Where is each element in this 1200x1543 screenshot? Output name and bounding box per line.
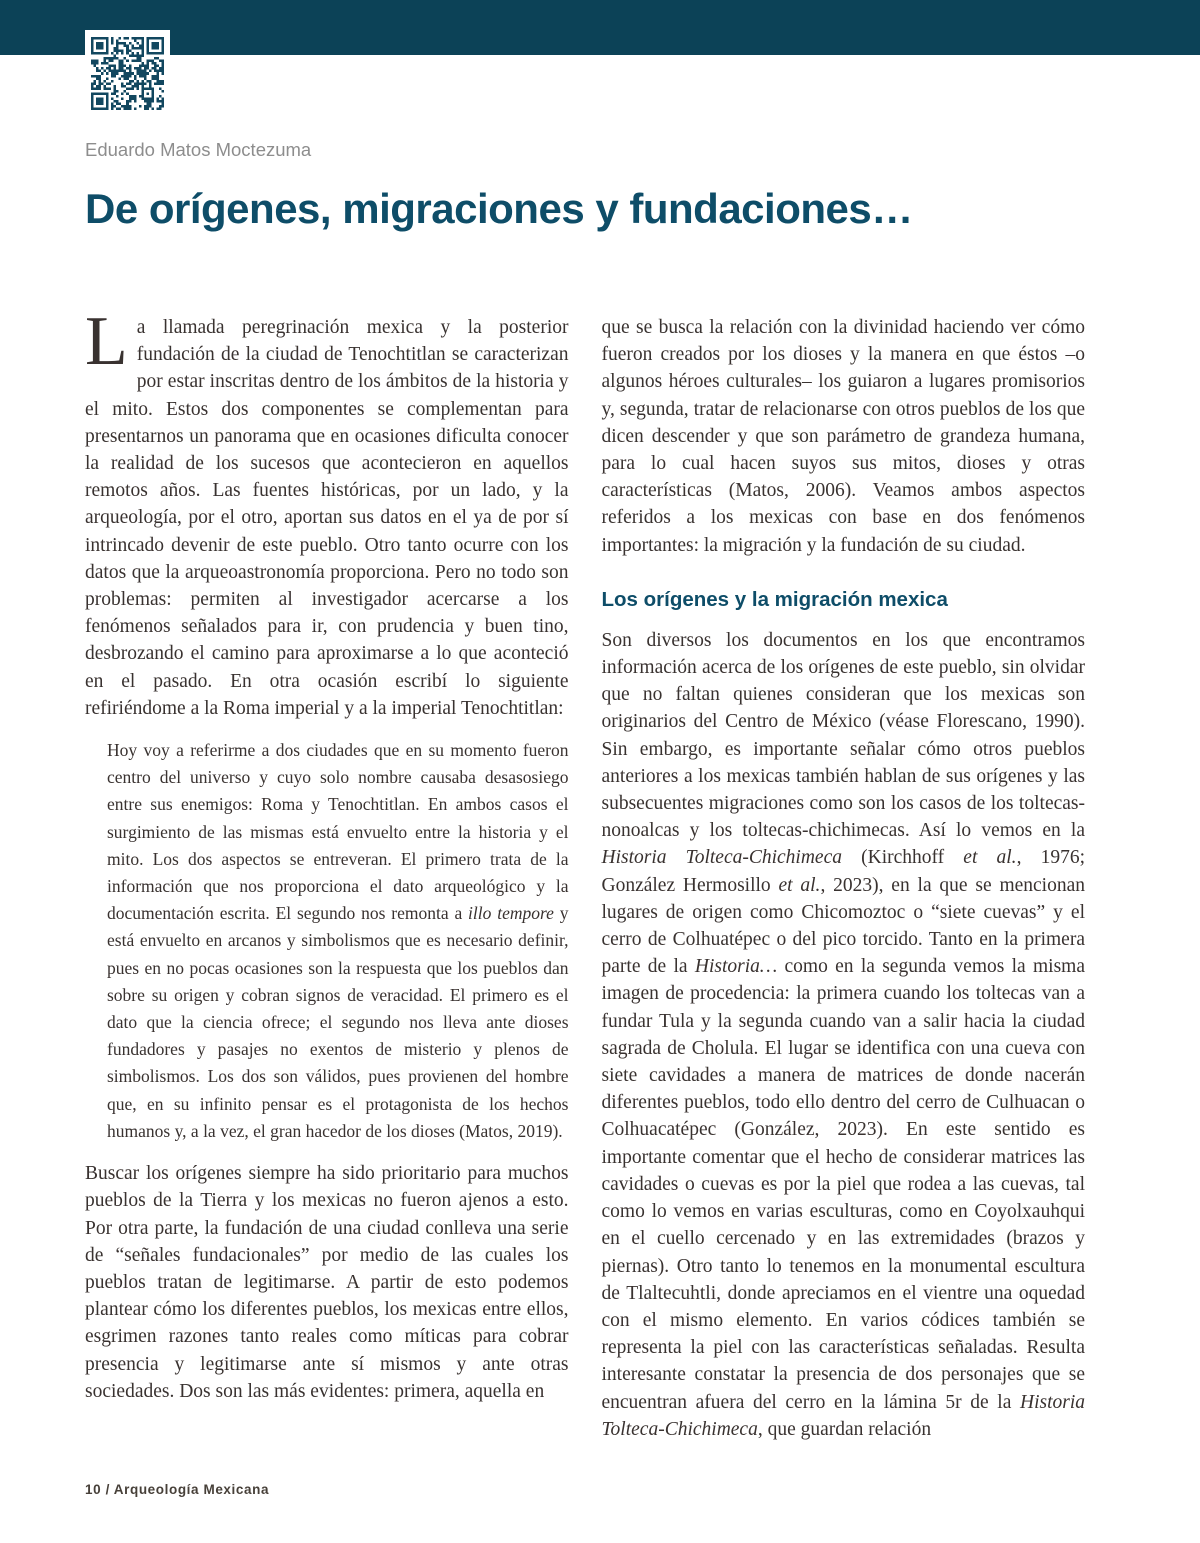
- qr-code-graphic: [91, 36, 164, 111]
- right-column: [602, 314, 1086, 1443]
- author-name: Eduardo Matos Moctezuma: [85, 139, 312, 160]
- paragraph: Buscar los orígenes siempre ha sido prioritario para muchos pueblos de la Tierra y los mexicas no fueron ajenos a esto. Por otra parte, la fundación de una ciudad conlleva una serie de “señales fundacionales” por medio de las cuales los pueblos tratan de legitimarse. A partir de esto podemos plantear cómo los diferentes pueblos, los mexicas entre ellos, esgrimen razones tanto reales como míticas para cobrar presencia y legitimarse ante sí mismos y ante otras sociedades. Dos son las más evidentes: primera, aquella en: [85, 1163, 569, 1402]
- section-subhead: Los orígenes y la migración mexica: [601, 587, 948, 611]
- blockquote: Hoy voy a referirme a dos ciudades que en su momento fueron centro del universo y cuyo solo nombre causaba desasosiego entre sus enemigos: Roma y Tenochtitlan. En ambos casos el surgimiento de las mismas está envuelto entre la historia y el mito. Los dos aspectos se entreveran. El primero trata de la información que nos proporciona el dato arqueológico y la documentación escrita. El segundo nos remonta a illo tempore y está envuelto en arcanos y simbolismos que es necesario definir, pues en no pocas ocasiones son la respuesta que los pueblos dan sobre su origen y cobran signos de veracidad. El primero es el dato que la ciencia ofrece; el segundo nos lleva ante dioses fundadores y pasajes no exentos de misterio y plenos de simbolismos. Los dos son válidos, pues provienen del hombre que, en su infinito pensar es el protagonista de los hechos humanos y, a la vez, el gran hacedor de los dioses (Matos, 2019).: [107, 740, 569, 1141]
- page-footer: 10 / Arqueología Mexicana: [85, 1482, 270, 1497]
- paragraph: Son diversos los documentos en los que encontramos información acerca de los orígenes de este pueblo, sin olvidar que no faltan quienes consideran que los mexicas son originarios del Centro de México (véase Florescano, 1990). Sin embargo, es importante señalar cómo otros pueblos anteriores a los mexicas también hablan de sus orígenes y las subsecuentes migraciones como son los casos de los toltecas-nonoalcas y los toltecas-chichimecas. Así lo vemos en la Historia Tolteca-Chichimeca (Kirchhoff et al., 1976; González Hermosillo et al., 2023), en la que se mencionan lugares de origen como Chicomoztoc o “siete cuevas” y el cerro de Colhuatépec o del pico torcido. Tanto en la primera parte de la Historia… como en la segunda vemos la misma imagen de procedencia: la primera cuando los toltecas van a fundar Tula y la segunda cuando van a salir hacia la ciudad sagrada de Cholula. El lugar se identifica con una cueva con siete cavidades a manera de matrices de donde nacerán diferentes pueblos, todo ello dentro del cerro de Culhuacan o Colhuacatépec (González, 2023). En este sentido es importante comentar que el hecho de considerar matrices las cavidades o cuevas es por la piel que rodea a las cuevas, tal como lo vemos en varias esculturas, como en Coyolxauhqui en el cuello cercenado y en las extremidades (brazos y piernas). Otro tanto lo tenemos en la monumental escultura de Tlaltecuhtli, donde apreciamos en el vientre una oquedad con el mismo elemento. En varios códices también se representa la piel con las características señaladas. Resulta interesante constatar la presencia de dos personajes que se encuentran afuera del cerro en la lámina 5r de la Historia Tolteca-Chichimeca, que guardan relación: [601, 629, 1085, 1440]
- header-band: [0, 0, 1200, 55]
- drop-cap: L: [85, 303, 128, 380]
- left-column: [85, 303, 569, 1405]
- article-title: De orígenes, migraciones y fundaciones…: [85, 185, 913, 232]
- lead-paragraph-text: a llamada peregrinación mexica y la posterior fundación de la ciudad de Tenochtitlan se caracterizan por estar inscritas dentro de los ámbitos de la historia y el mito. Estos dos componentes se complementan para presentarnos un panorama que en ocasiones dificulta conocer la realidad de los sucesos que acontecieron en aquellos remotos años. Las fuentes históricas, por un lado, y la arqueología, por el otro, aportan sus datos en el ya de por sí intrincado devenir de este pueblo. Otro tanto ocurre con los datos que la arqueoastronomía proporciona. Pero no todo son problemas: permiten al investigador acercarse a los fenómenos señalados para ir, con prudencia y buen tino, desbrozando el camino para aproximarse a lo que aconteció en el pasado. En otra ocasión escribí lo siguiente refiriéndome a la Roma imperial y a la imperial Tenochtitlan:: [85, 317, 569, 719]
- lead-paragraph: [85, 303, 569, 722]
- qr-code-icon: [85, 30, 170, 117]
- paragraph: que se busca la relación con la divinidad haciendo ver cómo fueron creados por los dioses y la manera en que éstos –o algunos héroes culturales– los guiaron a lugares promisorios y, segunda, tratar de relacionarse con otros pueblos de los que dicen descender y que son parámetro de grandeza humana, para lo cual hacen suyos sus mitos, dioses y otras características (Matos, 2006). Veamos ambos aspectos referidos a los mexicas con base en dos fenómenos importantes: la migración y la fundación de su ciudad.: [601, 317, 1085, 556]
- article-body: [85, 303, 1085, 1443]
